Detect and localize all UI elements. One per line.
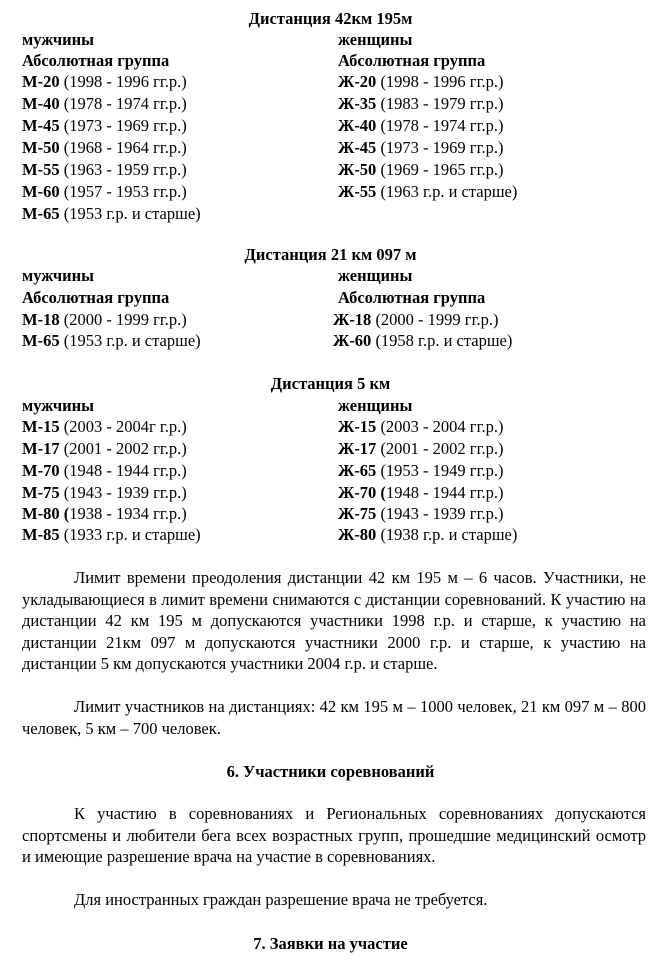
women-label: женщины [338, 396, 413, 415]
age-group-row: Ж-65 (1953 - 1949 гг.р.) [338, 461, 504, 480]
men-absolute-group: Абсолютная группа [22, 288, 170, 307]
section-6-note: Для иностранных граждан разрешение врача не требуется. [74, 890, 488, 909]
distance-42-title: Дистанция 42км 195м [248, 9, 413, 28]
age-group-row: М-15 (2003 - 2004г г.р.) [22, 417, 187, 436]
age-group-row: М-70 (1948 - 1944 гг.р.) [22, 461, 187, 480]
age-group-row: М-50 (1968 - 1964 гг.р.) [22, 138, 187, 157]
women-label: женщины [338, 30, 413, 49]
age-group-row: М-20 (1998 - 1996 гг.р.) [22, 72, 187, 91]
section-6-paragraph: К участию в соревнованиях и Региональных соревнованиях допускаются спортсмены и любители бега всех возрастных групп, прошедшие медицинский осмотр и имеющие разрешение врача на участие в соревнованиях. [22, 804, 646, 866]
age-group-row: Ж-75 (1943 - 1939 гг.р.) [338, 504, 504, 523]
age-group-row: М-40 (1978 - 1974 гг.р.) [22, 94, 187, 113]
age-group-row: Ж-15 (2003 - 2004 гг.р.) [338, 417, 504, 436]
women-absolute-group: Абсолютная группа [338, 51, 486, 70]
age-group-row: М-80 (1938 - 1934 гг.р.) [22, 504, 187, 523]
section-6-title: 6. Участники соревнований [226, 762, 435, 781]
age-group-row: Ж-55 (1963 г.р. и старше) [338, 182, 518, 201]
age-group-row: Ж-20 (1998 - 1996 гг.р.) [338, 72, 504, 91]
section-7-title: 7. Заявки на участие [253, 934, 408, 953]
men-label: мужчины [22, 266, 95, 285]
age-group-row: М-18 (2000 - 1999 гг.р.) [22, 310, 187, 329]
age-group-row: М-75 (1943 - 1939 гг.р.) [22, 483, 187, 502]
distance-21-title: Дистанция 21 км 097 м [244, 245, 417, 264]
age-group-row: Ж-60 (1958 г.р. и старше) [333, 331, 513, 350]
age-group-row: М-45 (1973 - 1969 гг.р.) [22, 116, 187, 135]
time-limit-paragraph: Лимит времени преодоления дистанции 42 км 195 м – 6 часов. Участники, не укладывающиеся в лимит времени снимаются с дистанции соревнований. К участию на дистанции 42 км 195 м допускаются участники 1998 г.р. и старше, к участию на дистанции 21км 097 м допускаются участники 2000 г.р. и старше, к участию на дистанции 5 км допускаются участники 2004 г.р. и старше. [22, 568, 646, 673]
age-group-row: М-60 (1957 - 1953 гг.р.) [22, 182, 187, 201]
age-group-row: Ж-18 (2000 - 1999 гг.р.) [333, 310, 499, 329]
women-label: женщины [338, 266, 413, 285]
age-group-row: М-65 (1953 г.р. и старше) [22, 204, 201, 223]
age-group-row: Ж-80 (1938 г.р. и старше) [338, 525, 518, 544]
age-group-row: Ж-70 (1948 - 1944 гг.р.) [338, 483, 504, 502]
age-group-row: М-65 (1953 г.р. и старше) [22, 331, 201, 350]
age-group-row: Ж-50 (1969 - 1965 гг.р.) [338, 160, 504, 179]
men-label: мужчины [22, 30, 95, 49]
age-group-row: Ж-17 (2001 - 2002 гг.р.) [338, 439, 504, 458]
men-absolute-group: Абсолютная группа [22, 51, 170, 70]
age-group-row: Ж-35 (1983 - 1979 гг.р.) [338, 94, 504, 113]
age-group-row: М-17 (2001 - 2002 гг.р.) [22, 439, 187, 458]
women-absolute-group: Абсолютная группа [338, 288, 486, 307]
age-group-row: М-55 (1963 - 1959 гг.р.) [22, 160, 187, 179]
participants-limit-paragraph: Лимит участников на дистанциях: 42 км 195 м – 1000 человек, 21 км 097 м – 800 человек, 5 км – 700 человек. [22, 697, 646, 738]
men-label: мужчины [22, 396, 95, 415]
age-group-row: М-85 (1933 г.р. и старше) [22, 525, 201, 544]
age-group-row: Ж-40 (1978 - 1974 гг.р.) [338, 116, 504, 135]
age-group-row: Ж-45 (1973 - 1969 гг.р.) [338, 138, 504, 157]
distance-5-title: Дистанция 5 км [270, 374, 391, 393]
